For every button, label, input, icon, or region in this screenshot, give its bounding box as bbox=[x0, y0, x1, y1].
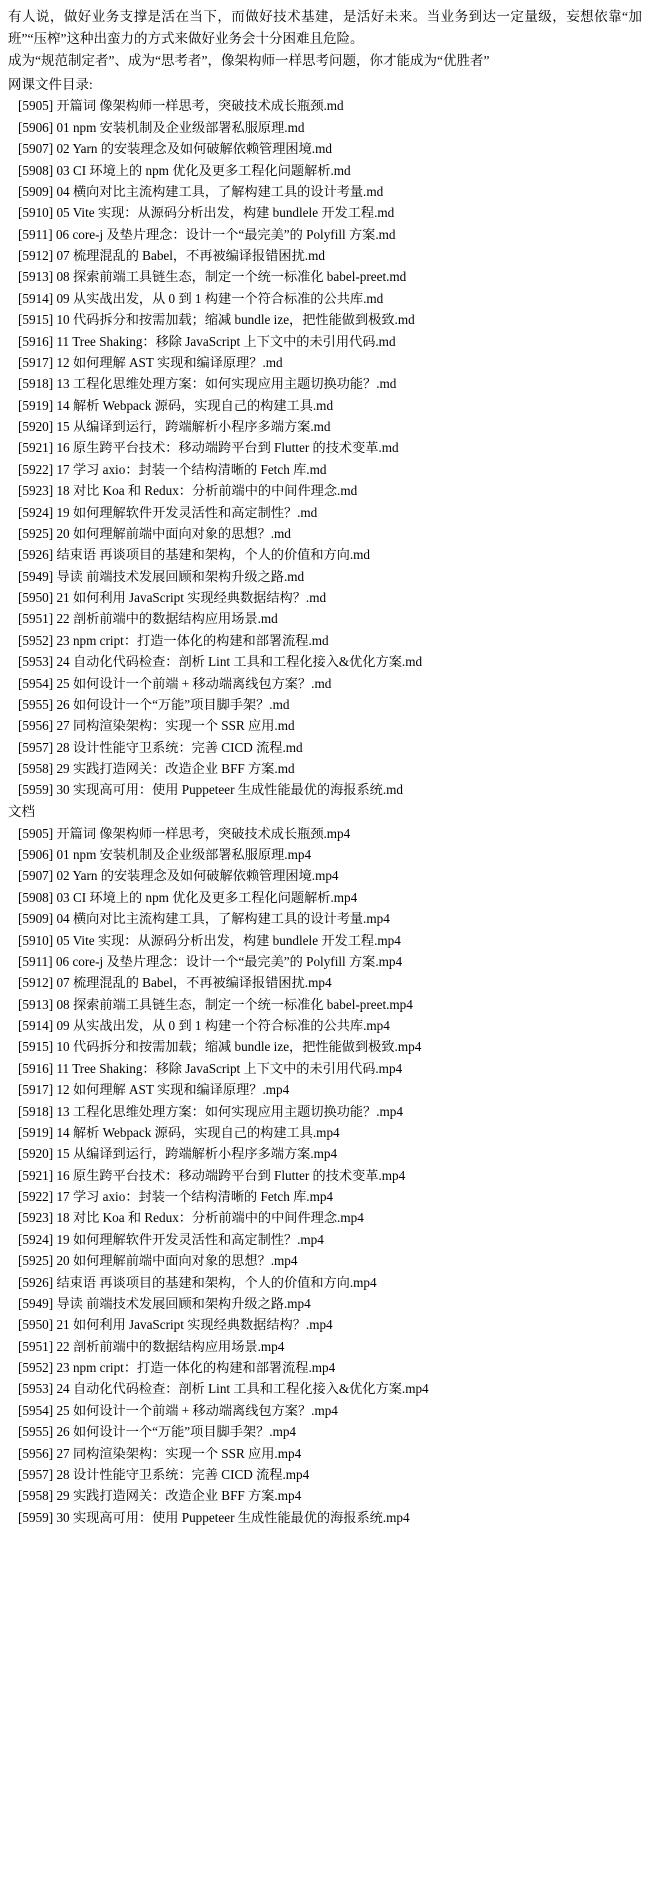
list-item: [5924] 19 如何理解软件开发灵活性和高定制性？.md bbox=[18, 504, 318, 520]
file-list-documents bbox=[8, 823, 642, 1528]
list-item: [5908] 03 CI 环境上的 npm 优化及更多工程化问题解析.md bbox=[18, 162, 351, 178]
list-item: [5911] 06 core-j 及垫片理念：设计一个“最完美”的 Polyfill 方案.mp4 bbox=[18, 953, 403, 969]
list-item: [5906] 01 npm 安装机制及企业级部署私服原理.md bbox=[18, 119, 305, 135]
list-item: [5924] 19 如何理解软件开发灵活性和高定制性？.mp4 bbox=[18, 1231, 324, 1247]
intro-line-2: 成为“规范制定者”、成为“思考者”，像架构师一样思考问题，你才能成为“优胜者” bbox=[8, 52, 490, 68]
list-item: [5957] 28 设计性能守卫系统：完善 CICD 流程.md bbox=[18, 739, 303, 755]
list-item: [5925] 20 如何理解前端中面向对象的思想？.md bbox=[18, 525, 291, 541]
list-item: [5905] 开篇词 像架构师一样思考，突破技术成长瓶颈.md bbox=[18, 98, 344, 114]
list-item: [5909] 04 横向对比主流构建工具，了解构建工具的设计考量.md bbox=[18, 183, 384, 199]
list-item: [5923] 18 对比 Koa 和 Redux：分析前端中的中间件理念.mp4 bbox=[18, 1210, 364, 1226]
section-documents bbox=[8, 801, 642, 1528]
list-item: [5916] 11 Tree Shaking：移除 JavaScript 上下文中的未引用代码.md bbox=[18, 333, 396, 349]
list-item: [5915] 10 代码拆分和按需加载；缩减 bundle ize，把性能做到极致.mp4 bbox=[18, 1039, 422, 1055]
list-item: [5907] 02 Yarn 的安装理念及如何破解依赖管理困境.md bbox=[18, 141, 332, 157]
list-item: [5954] 25 如何设计一个前端 + 移动端离线包方案？.md bbox=[18, 675, 332, 691]
list-item: [5921] 16 原生跨平台技术：移动端跨平台到 Flutter 的技术变革.mp4 bbox=[18, 1167, 406, 1183]
section-title-courses: 网课文件目录: bbox=[8, 76, 93, 92]
list-item: [5908] 03 CI 环境上的 npm 优化及更多工程化问题解析.mp4 bbox=[18, 889, 358, 905]
list-item: [5918] 13 工程化思维处理方案：如何实现应用主题切换功能？.md bbox=[18, 376, 397, 392]
list-item: [5953] 24 自动化代码检查：剖析 Lint 工具和工程化接入&优化方案.md bbox=[18, 654, 423, 670]
list-item: [5909] 04 横向对比主流构建工具，了解构建工具的设计考量.mp4 bbox=[18, 911, 390, 927]
file-list-courses bbox=[8, 95, 642, 800]
list-item: [5949] 导读 前端技术发展回顾和架构升级之路.md bbox=[18, 568, 305, 584]
list-item: [5918] 13 工程化思维处理方案：如何实现应用主题切换功能？.mp4 bbox=[18, 1103, 403, 1119]
list-item: [5926] 结束语 再谈项目的基建和架构，个人的价值和方向.md bbox=[18, 547, 371, 563]
list-item: [5922] 17 学习 axio：封装一个结构清晰的 Fetch 库.md bbox=[18, 461, 327, 477]
list-item: [5917] 12 如何理解 AST 实现和编译原理？.md bbox=[18, 354, 283, 370]
list-item: [5914] 09 从实战出发，从 0 到 1 构建一个符合标准的公共库.mp4 bbox=[18, 1018, 390, 1034]
list-item: [5920] 15 从编译到运行，跨端解析小程序多端方案.md bbox=[18, 419, 331, 435]
list-item: [5957] 28 设计性能守卫系统：完善 CICD 流程.mp4 bbox=[18, 1466, 310, 1482]
list-item: [5951] 22 剖析前端中的数据结构应用场景.md bbox=[18, 611, 278, 627]
list-item: [5912] 07 梳理混乱的 Babel，不再被编译报错困扰.md bbox=[18, 248, 325, 264]
list-item: [5917] 12 如何理解 AST 实现和编译原理？.mp4 bbox=[18, 1082, 290, 1098]
list-item: [5905] 开篇词 像架构师一样思考，突破技术成长瓶颈.mp4 bbox=[18, 825, 351, 841]
list-item: [5922] 17 学习 axio：封装一个结构清晰的 Fetch 库.mp4 bbox=[18, 1189, 334, 1205]
list-item: [5959] 30 实现高可用：使用 Puppeteer 生成性能最优的海报系统.md bbox=[18, 782, 403, 798]
list-item: [5913] 08 探索前端工具链生态，制定一个统一标准化 babel-preet.md bbox=[18, 269, 407, 285]
list-item: [5910] 05 Vite 实现：从源码分析出发，构建 bundlele 开发工程.mp4 bbox=[18, 932, 401, 948]
list-item: [5910] 05 Vite 实现：从源码分析出发，构建 bundlele 开发工程.md bbox=[18, 205, 395, 221]
list-item: [5951] 22 剖析前端中的数据结构应用场景.mp4 bbox=[18, 1338, 285, 1354]
list-item: [5949] 导读 前端技术发展回顾和架构升级之路.mp4 bbox=[18, 1295, 311, 1311]
section-courses bbox=[8, 74, 642, 801]
list-item: [5958] 29 实践打造网关：改造企业 BFF 方案.md bbox=[18, 761, 295, 777]
list-item: [5926] 结束语 再谈项目的基建和架构，个人的价值和方向.mp4 bbox=[18, 1274, 377, 1290]
list-item: [5912] 07 梳理混乱的 Babel，不再被编译报错困扰.mp4 bbox=[18, 975, 332, 991]
list-item: [5956] 27 同构渲染架构：实现一个 SSR 应用.mp4 bbox=[18, 1445, 302, 1461]
list-item: [5919] 14 解析 Webpack 源码，实现自己的构建工具.mp4 bbox=[18, 1124, 340, 1140]
list-item: [5921] 16 原生跨平台技术：移动端跨平台到 Flutter 的技术变革.md bbox=[18, 440, 399, 456]
list-item: [5925] 20 如何理解前端中面向对象的思想？.mp4 bbox=[18, 1253, 298, 1269]
list-item: [5950] 21 如何利用 JavaScript 实现经典数据结构？.mp4 bbox=[18, 1317, 333, 1333]
list-item: [5920] 15 从编译到运行，跨端解析小程序多端方案.mp4 bbox=[18, 1146, 338, 1162]
list-item: [5919] 14 解析 Webpack 源码，实现自己的构建工具.md bbox=[18, 397, 334, 413]
list-item: [5923] 18 对比 Koa 和 Redux：分析前端中的中间件理念.md bbox=[18, 483, 358, 499]
list-item: [5955] 26 如何设计一个“万能”项目脚手架？.mp4 bbox=[18, 1424, 297, 1440]
list-item: [5953] 24 自动化代码检查：剖析 Lint 工具和工程化接入&优化方案.mp4 bbox=[18, 1381, 429, 1397]
list-item: [5955] 26 如何设计一个“万能”项目脚手架？.md bbox=[18, 696, 290, 712]
list-item: [5956] 27 同构渲染架构：实现一个 SSR 应用.md bbox=[18, 718, 295, 734]
list-item: [5914] 09 从实战出发，从 0 到 1 构建一个符合标准的公共库.md bbox=[18, 290, 384, 306]
intro-paragraph: 有人说，做好业务支撑是活在当下，而做好技术基建，是活好未来。当业务到达一定量级，妄想依靠“加班”“压榨”这种出蛮力的方式来做好业务会十分困难且危险。 bbox=[8, 9, 642, 46]
list-item: [5916] 11 Tree Shaking：移除 JavaScript 上下文中的未引用代码.mp4 bbox=[18, 1060, 403, 1076]
list-item: [5911] 06 core-j 及垫片理念：设计一个“最完美”的 Polyfill 方案.md bbox=[18, 226, 396, 242]
list-item: [5950] 21 如何利用 JavaScript 实现经典数据结构？.md bbox=[18, 590, 327, 606]
list-item: [5958] 29 实践打造网关：改造企业 BFF 方案.mp4 bbox=[18, 1488, 302, 1504]
list-item: [5954] 25 如何设计一个前端 + 移动端离线包方案？.mp4 bbox=[18, 1402, 338, 1418]
list-item: [5915] 10 代码拆分和按需加载；缩减 bundle ize，把性能做到极致.md bbox=[18, 312, 415, 328]
list-item: [5952] 23 npm cript：打造一体化的构建和部署流程.md bbox=[18, 632, 329, 648]
list-item: [5913] 08 探索前端工具链生态，制定一个统一标准化 babel-preet.mp4 bbox=[18, 996, 413, 1012]
intro-block bbox=[8, 6, 642, 72]
list-item: [5952] 23 npm cript：打造一体化的构建和部署流程.mp4 bbox=[18, 1360, 336, 1376]
list-item: [5959] 30 实现高可用：使用 Puppeteer 生成性能最优的海报系统.mp4 bbox=[18, 1509, 410, 1525]
list-item: [5907] 02 Yarn 的安装理念及如何破解依赖管理困境.mp4 bbox=[18, 868, 339, 884]
section-title-documents: 文档 bbox=[8, 803, 35, 819]
list-item: [5906] 01 npm 安装机制及企业级部署私服原理.mp4 bbox=[18, 847, 312, 863]
